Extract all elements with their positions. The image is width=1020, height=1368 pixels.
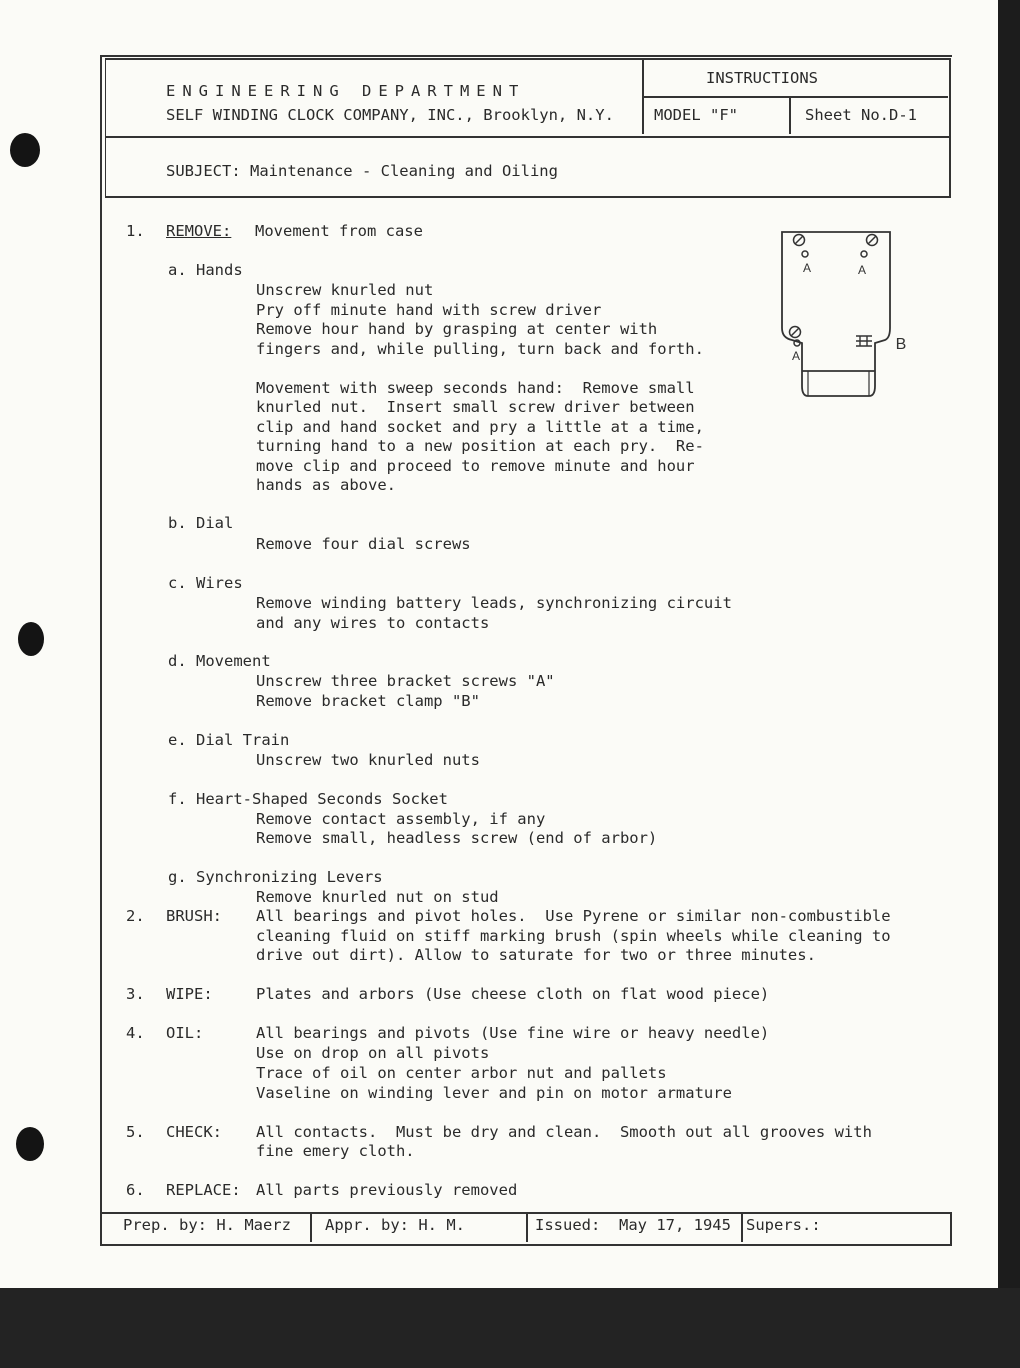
label-a: A [803, 261, 812, 275]
remove-label: REMOVE: [166, 222, 232, 240]
check-label: CHECK: [166, 1123, 222, 1141]
sheet-number: Sheet No.D-1 [805, 106, 917, 124]
item-number: 6. [126, 1181, 145, 1199]
brush-label: BRUSH: [166, 907, 222, 925]
replace-text: All parts previously removed [256, 1181, 518, 1199]
step-e-label: e. Dial Train [168, 731, 290, 749]
step-a-line: Pry off minute hand with screw driver [256, 301, 602, 319]
screw-icon [861, 235, 878, 258]
supersedes: Supers.: [746, 1216, 821, 1234]
wipe-label: WIPE: [166, 985, 213, 1003]
item-number: 4. [126, 1024, 145, 1042]
item-number: 5. [126, 1123, 145, 1141]
item-number: 2. [126, 907, 145, 925]
page-edge-right [998, 0, 1020, 1288]
bracket-clamp-icon [856, 336, 872, 346]
footer-divider [310, 1214, 312, 1242]
label-a: A [858, 263, 867, 277]
company-name: SELF WINDING CLOCK COMPANY, INC., Brooklyn, N.Y. [166, 106, 614, 124]
punch-hole-top [10, 133, 40, 167]
step-a-para-line: clip and hand socket and pry a little at a time, [256, 418, 704, 436]
oil-line: Use on drop on all pivots [256, 1044, 490, 1062]
header-divider-h [642, 96, 948, 98]
step-a-label: a. Hands [168, 261, 243, 279]
subject-line: SUBJECT: Maintenance - Cleaning and Oiling [166, 162, 558, 180]
step-b-label: b. Dial [168, 514, 234, 532]
step-a-line: Unscrew knurled nut [256, 281, 434, 299]
check-line: All contacts. Must be dry and clean. Smooth out all grooves with [256, 1123, 872, 1141]
step-a-line: fingers and, while pulling, turn back and forth. [256, 340, 704, 358]
department-title: ENGINEERING DEPARTMENT [166, 82, 526, 100]
step-c-line: Remove winding battery leads, synchronizing circuit [256, 594, 732, 612]
step-a-para-line: Movement with sweep seconds hand: Remove small [256, 379, 695, 397]
step-a-para-line: hands as above. [256, 476, 396, 494]
brush-line: cleaning fluid on stiff marking brush (spin wheels while cleaning to [256, 927, 891, 945]
step-g-line: Remove knurled nut on stud [256, 888, 499, 906]
instructions-label: INSTRUCTIONS [706, 69, 818, 87]
header-divider-2 [789, 96, 791, 134]
label-b: B [895, 336, 907, 353]
label-a: A [792, 349, 801, 363]
step-d-line: Remove bracket clamp "B" [256, 692, 480, 710]
oil-line: Trace of oil on center arbor nut and pallets [256, 1064, 667, 1082]
step-f-label: f. Heart-Shaped Seconds Socket [168, 790, 448, 808]
screw-icon [790, 327, 801, 347]
model-label: MODEL "F" [654, 106, 738, 124]
punch-hole-bottom [16, 1127, 44, 1161]
footer-divider [526, 1214, 528, 1242]
remove-text: Movement from case [255, 222, 423, 240]
step-f-line: Remove contact assembly, if any [256, 810, 546, 828]
step-e-line: Unscrew two knurled nuts [256, 751, 480, 769]
step-c-label: c. Wires [168, 574, 243, 592]
footer-divider [741, 1214, 743, 1242]
bracket-diagram [772, 228, 907, 403]
check-line: fine emery cloth. [256, 1142, 415, 1160]
step-a-para-line: move clip and proceed to remove minute and hour [256, 457, 695, 475]
step-d-line: Unscrew three bracket screws "A" [256, 672, 555, 690]
page-edge-bottom [0, 1288, 1020, 1368]
replace-label: REPLACE: [166, 1181, 241, 1199]
step-c-line: and any wires to contacts [256, 614, 490, 632]
step-d-label: d. Movement [168, 652, 271, 670]
brush-line: All bearings and pivot holes. Use Pyrene or similar non-combustible [256, 907, 891, 925]
step-f-line: Remove small, headless screw (end of arbor) [256, 829, 658, 847]
item-number: 1. [126, 222, 145, 240]
wipe-line: Plates and arbors (Use cheese cloth on flat wood piece) [256, 985, 770, 1003]
issued-date: Issued: May 17, 1945 [535, 1216, 731, 1234]
step-b-line: Remove four dial screws [256, 535, 471, 553]
prepared-by: Prep. by: H. Maerz [123, 1216, 291, 1234]
brush-line: drive out dirt). Allow to saturate for two or three minutes. [256, 946, 816, 964]
punch-hole-middle [18, 622, 44, 656]
oil-label: OIL: [166, 1024, 204, 1042]
step-a-line: Remove hour hand by grasping at center with [256, 320, 658, 338]
step-a-para-line: knurled nut. Insert small screw driver between [256, 398, 695, 416]
oil-line: Vaseline on winding lever and pin on motor armature [256, 1084, 732, 1102]
oil-line: All bearings and pivots (Use fine wire or heavy needle) [256, 1024, 770, 1042]
approved-by: Appr. by: H. M. [325, 1216, 465, 1234]
item-number: 3. [126, 985, 145, 1003]
screw-icon [794, 235, 809, 258]
step-g-label: g. Synchronizing Levers [168, 868, 383, 886]
step-a-para-line: turning hand to a new position at each pry. Re- [256, 437, 704, 455]
